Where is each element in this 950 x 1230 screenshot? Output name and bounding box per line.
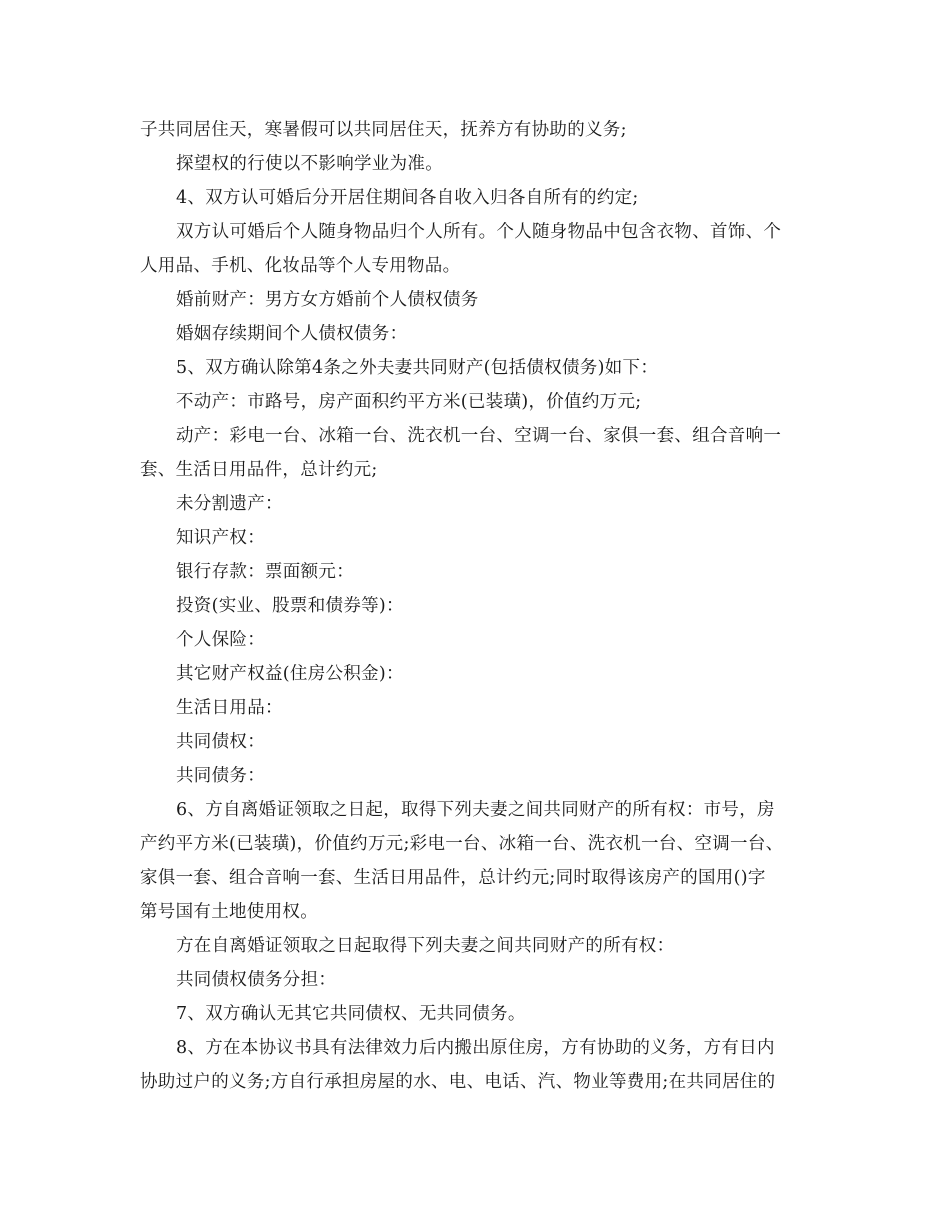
text-line: 不动产：市路号，房产面积约平方米(已装璜)，价值约万元; — [176, 392, 642, 412]
text-line: 未分割遗产： — [176, 494, 283, 514]
text-line: 银行存款：票面额元： — [176, 562, 354, 582]
text-line: 方在自离婚证领取之日起取得下列夫妻之间共同财产的所有权： — [176, 936, 675, 956]
text-line: 婚前财产：男方女方婚前个人债权债务 — [176, 290, 479, 310]
text-line: 双方认可婚后个人随身物品归个人所有。个人随身物品中包含衣物、首饰、个 — [176, 222, 782, 242]
text-line: 投资(实业、股票和债券等)： — [176, 596, 404, 616]
text-line: 产约平方米(已装璜)，价值约万元;彩电一台、冰箱一台、洗衣机一台、空调一台、 — [140, 834, 784, 854]
text-line: 8、方在本协议书具有法律效力后内搬出原住房，方有协助的义务，方有日内 — [176, 1038, 775, 1058]
text-line: 共同债务： — [176, 766, 265, 786]
text-line: 个人保险： — [176, 630, 265, 650]
text-line: 知识产权： — [176, 528, 265, 548]
text-line: 共同债权债务分担： — [176, 970, 337, 990]
text-line: 子共同居住天，寒暑假可以共同居住天，抚养方有协助的义务; — [140, 120, 627, 140]
text-line: 共同债权： — [176, 732, 265, 752]
text-line: 6、方自离婚证领取之日起，取得下列夫妻之间共同财产的所有权：市号，房 — [176, 800, 775, 820]
text-line: 婚姻存续期间个人债权债务： — [176, 324, 408, 344]
text-line: 探望权的行使以不影响学业为准。 — [176, 154, 443, 174]
text-line: 人用品、手机、化妆品等个人专用物品。 — [140, 256, 461, 276]
text-line: 5、双方确认除第4条之外夫妻共同财产(包括债权债务)如下： — [176, 358, 659, 378]
text-line: 家俱一套、组合音响一套、生活日用品件，总计约元;同时取得该房产的国用()字 — [140, 868, 766, 888]
text-line: 生活日用品： — [176, 698, 283, 718]
text-line: 4、双方认可婚后分开居住期间各自收入归各自所有的约定; — [176, 188, 639, 208]
text-line: 第号国有土地使用权。 — [140, 902, 318, 922]
text-line: 其它财产权益(住房公积金)： — [176, 664, 404, 684]
text-line: 套、生活日用品件，总计约元; — [140, 460, 378, 480]
text-line: 协助过户的义务;方自行承担房屋的水、电、电话、汽、物业等费用;在共同居住的 — [140, 1072, 776, 1092]
text-line: 7、双方确认无其它共同债权、无共同债务。 — [176, 1004, 526, 1024]
text-line: 动产：彩电一台、冰箱一台、洗衣机一台、空调一台、家俱一套、组合音响一 — [176, 426, 782, 446]
